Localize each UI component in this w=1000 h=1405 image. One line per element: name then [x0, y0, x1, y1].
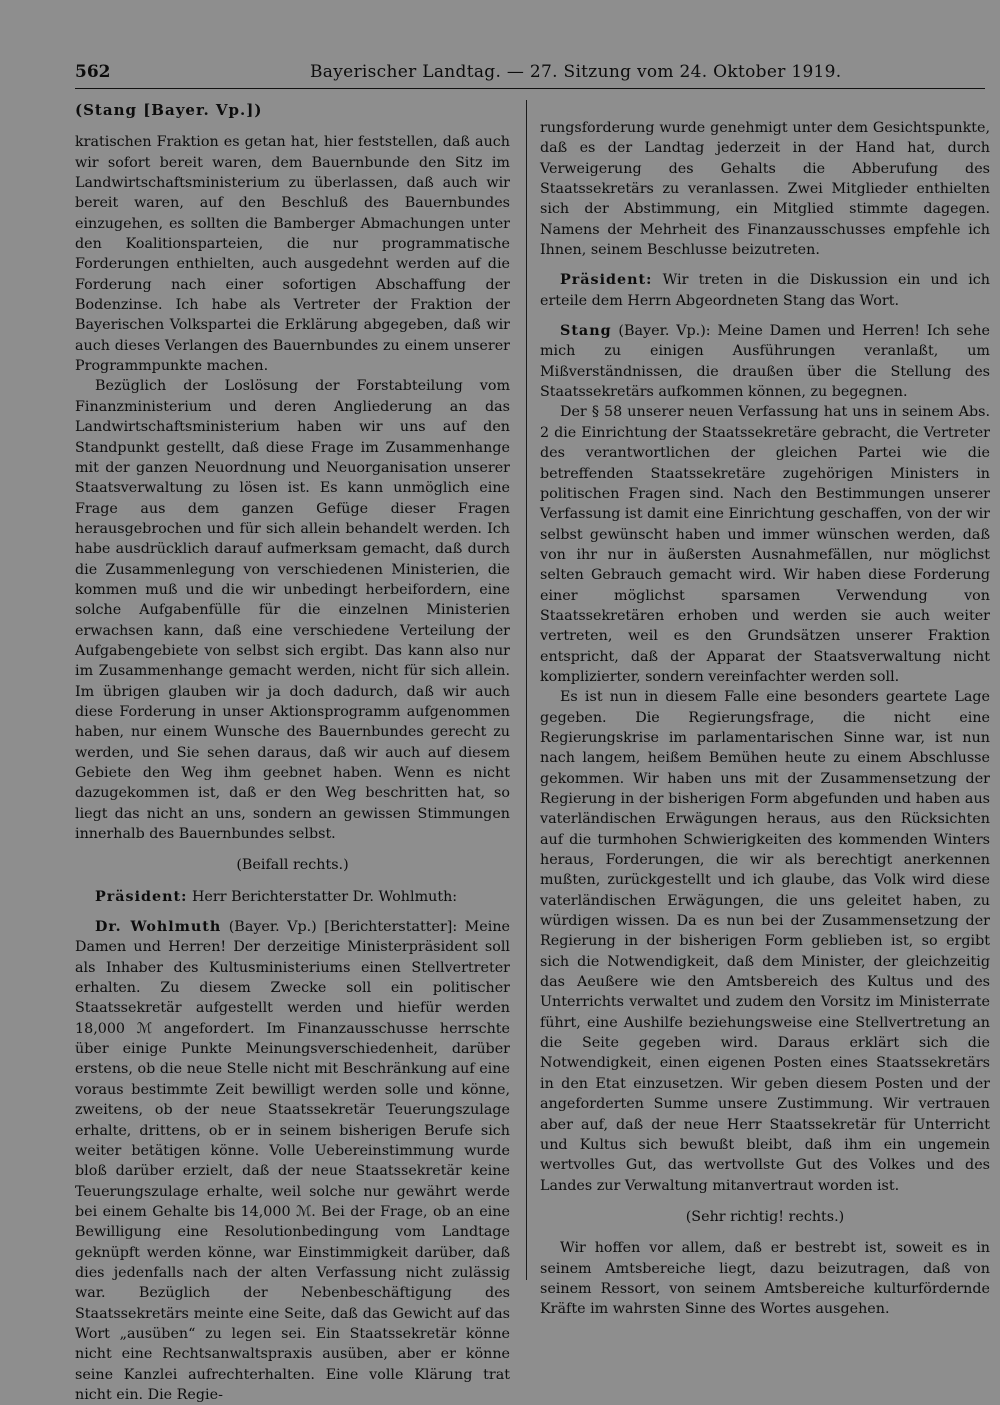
applause-note: (Beifall rechts.): [236, 857, 349, 874]
running-title: Bayerischer Landtag. — 27. Sitzung vom 24. Oktober 1919.: [310, 62, 842, 82]
stang-party: (Bayer. Vp.):: [618, 323, 711, 340]
continued-speaker-label: (Stang [Bayer. Vp.]): [75, 101, 263, 119]
president-remark: [75, 887, 510, 907]
stang-speaker: Stang: [560, 323, 612, 340]
header-rule: [75, 88, 985, 89]
wohlmuth-speech-text: Meine Damen und Herren! Der derzeitige Ministerpräsident soll als Inhaber des Kultusministeriums einen Stellvertreter erhalten. Zu diesem Zwecke soll ein politischer Staatssekretär aufgestellt werden und hiefür werden 18,000 ℳ angefordert. Im Finanzausschusse herrschte über einige Punkte Meinungsverschiedenheit, darüber erstens, ob die neue Stelle nicht mit Beschränkung auf eine voraus bestimmte Zeit bewilligt werden solle und könne, zweitens, ob der neue Staatssekretär Teuerungszulage erhalte, drittens, ob er in seinem bisherigen Berufe sich weiter betätigen könne. Volle Uebereinstimmung wurde bloß darüber erzielt, daß der neue Staatssekretär keine Teuerungszulage erhalte, weil solche nur gewährt werde bei einem Gehalte bis 14,000 ℳ. Bei der Frage, ob an eine Bewilligung eine Resolutionbedingung vom Landtage geknüpft werden könne, war Einstimmigkeit darüber, daß dies jedenfalls nach der alten Verfassung nicht zulässig war. Bezüglich der Nebenbeschäftigung des Staatssekretärs meinte eine Seite, daß das Gewicht auf das Wort „ausüben“ zu legen sei. Ein Staatssekretär könne nicht eine Rechtsanwaltspraxis ausüben, aber er könne seine Kanzlei aufrechterhalten. Eine volle Klärung trat nicht ein. Die Regie-: [75, 919, 511, 1403]
closing-paragraph: Wir hoffen vor allem, daß er bestrebt ist, soweit es in seinem Amtsbereiche liegt, dazu beizutragen, daß von seinem Ressort, von seinem Amtsbereiche kulturfördernde Kräfte im wahrsten Sinne des Wortes ausgehen.: [540, 1240, 990, 1318]
president-discussion: [540, 270, 990, 311]
left-paragraph-1: kratischen Fraktion es getan hat, hier feststellen, daß auch wir sofort bereit waren, dem Bauernbunde den Sitz im Landwirtschaftsministerium zu überlassen, daß auch wir bereit waren, auf den Beschluß des Bauernbundes einzugehen, es sollten die Bamberger Abmachungen unter den Koalitionsparteien, die nur programmatische Forderungen enthielten, auch ausgedehnt werden auf die Forderung nach einer sofortigen Abschaffung der Bodenzinse. Ich habe als Vertreter der Fraktion der Bayerischen Volkspartei die Erklärung abgegeben, daß wir auch dieses Verlangen des Bauernbundes zu einem unserer Programmpunkte machen.: [75, 134, 510, 375]
page-header: [75, 62, 985, 96]
stang-paragraph-1: Meine Damen und Herren! Ich sehe mich zu einigen Ausführungen veranlaßt, um Mißverständnissen, die draußen über die Stellung des Staatssekretärs aufkommen können, zu begegnen.: [540, 323, 991, 401]
interjection-note: (Sehr richtig! rechts.): [685, 1208, 845, 1225]
column-divider: [526, 100, 527, 1280]
left-paragraph-2: Bezüglich der Loslösung der Forstabteilung vom Finanzministerium und deren Angliederung an das Landwirtschaftsministerium haben wir uns auf den Standpunkt gestellt, daß diese Frage im Zusammenhange mit der ganzen Neuordnung und Neuorganisation unserer Staatsverwaltung zu lösen ist. Es kann unmöglich eine Frage aus dem ganzen Gefüge dieser Fragen herausgebrochen und für sich allein behandelt werden. Ich habe ausdrücklich darauf aufmerksam gemacht, daß durch die Zusammenlegung von verschiedenen Ministerien, die kommen muß und die wir unbedingt herbeifordern, eine solche Aufgabenfülle für die einzelnen Ministerien erwachsen kann, daß eine verschiedene Verteilung der Aufgabengebiete von selbst sich ergibt. Das kann also nur im Zusammenhange gemacht werden, nicht für sich allein. Im übrigen glauben wir ja doch dadurch, daß wir auch diese Forderung in unser Aktionsprogramm aufgenommen haben, nur einem Wunsche des Bauernbundes gerecht zu werden, und Sie sehen daraus, daß wir auch auf diesem Gebiete den Weg ihm geebnet haben. Wenn es nicht dazugekommen ist, daß er den Weg beschritten hat, so liegt das nicht an uns, sondern an gewissen Stimmungen innerhalb des Bauernbundes selbst.: [75, 378, 510, 843]
stang-paragraph-2: Der § 58 unserer neuen Verfassung hat uns in seinem Abs. 2 die Einrichtung der Staatssekretäre gebracht, die Vertreter des verantwortlichen der gleichen Partei wie die betreffenden Staatssekretäre zugehörigen Ministers in politischen Fragen sind. Nach den Bestimmungen unserer Verfassung ist damit eine Einrichtung geschaffen, von der wir selbst gewünscht haben und immer wünschen werden, daß von ihr nur in äußersten Ausnahmefällen, nur möglichst selten Gebrauch gemacht wird. Wir haben diese Forderung einer möglichst sparsamen Verwendung von Staatssekretären erhoben und werden sie auch weiter vertreten, weil es den Grundsätzen unserer Fraktion entspricht, daß der Apparat der Staatsverwaltung nicht komplizierter, sondern vereinfachter werden soll.: [540, 404, 990, 685]
president-speaker-right: Präsident:: [560, 272, 653, 289]
page-number: 562: [75, 62, 111, 82]
left-column: [75, 100, 510, 1405]
stang-speech-opening: [540, 321, 990, 402]
president-speaker: Präsident:: [95, 888, 188, 905]
right-paragraph-continued: rungsforderung wurde genehmigt unter dem Gesichtspunkte, daß es der Landtag jederzeit in der Hand hat, durch Verweigerung des Gehalts die Abberufung des Staatssekretärs zu veranlassen. Zwei Mitglieder enthielten sich der Abstimmung, ein Mitglied stimmte dagegen. Namens der Mehrheit des Finanzausschusses empfehle ich Ihnen, seinem Beschlusse beizutreten.: [540, 120, 990, 259]
wohlmuth-speech: [75, 917, 510, 1405]
president-discussion-text: Wir treten in die Diskussion ein und ich erteile dem Herrn Abgeordneten Stang das Wort.: [540, 272, 991, 309]
right-column: [540, 118, 990, 1320]
stang-paragraph-3: Es ist nun in diesem Falle eine besonders geartete Lage gegeben. Die Regierungsfrage, die nicht eine Regierungskrise im parlamentarischen Sinne war, ist nun nach langem, heißem Bemühen heute zu einem Abschlusse gekommen. Wir haben uns mit der Zusammensetzung der Regierung in der bisherigen Form abgefunden und haben aus vaterländischen Erwägungen heraus, aus den Rücksichten auf die turmhohen Schwierigkeiten des kommenden Winters heraus, Forderungen, die wir als berechtigt anerkennen mußten, zurückgestellt und ich glaube, das Volk wird diese vaterländischen Erwägungen, die uns geleitet haben, zu würdigen wissen. Da es nun bei der Zusammensetzung der Regierung in der bisherigen Form geblieben ist, so ergibt sich die Notwendigkeit, daß dem Minister, der gleichzeitig das Aeußere wie den Amtsbereich des Kultus und des Unterrichts verwaltet und zudem den Vorsitz im Ministerrate führt, eine Aushilfe beziehungsweise eine Stellvertretung an die Seite gegeben wird. Daraus erklärt sich die Notwendigkeit, einen eigenen Posten eines Staatssekretärs in den Etat einzusetzen. Wir geben diesem Posten und der angeforderten Summe unsere Zustimmung. Wir vertrauen aber auf, daß der neue Herr Staatssekretär für Unterricht und Kultus sich bewußt bleibt, daß ihm ein ungemein wertvolles Gut, das wertvollste Gut des Volkes und des Landes zur Verwaltung mitanvertraut worden ist.: [540, 689, 990, 1194]
wohlmuth-speaker: Dr. Wohlmuth: [95, 919, 222, 936]
president-remark-text: Herr Berichterstatter Dr. Wohlmuth:: [191, 888, 458, 905]
wohlmuth-party: (Bayer. Vp.) [Berichterstatter]:: [228, 919, 458, 936]
